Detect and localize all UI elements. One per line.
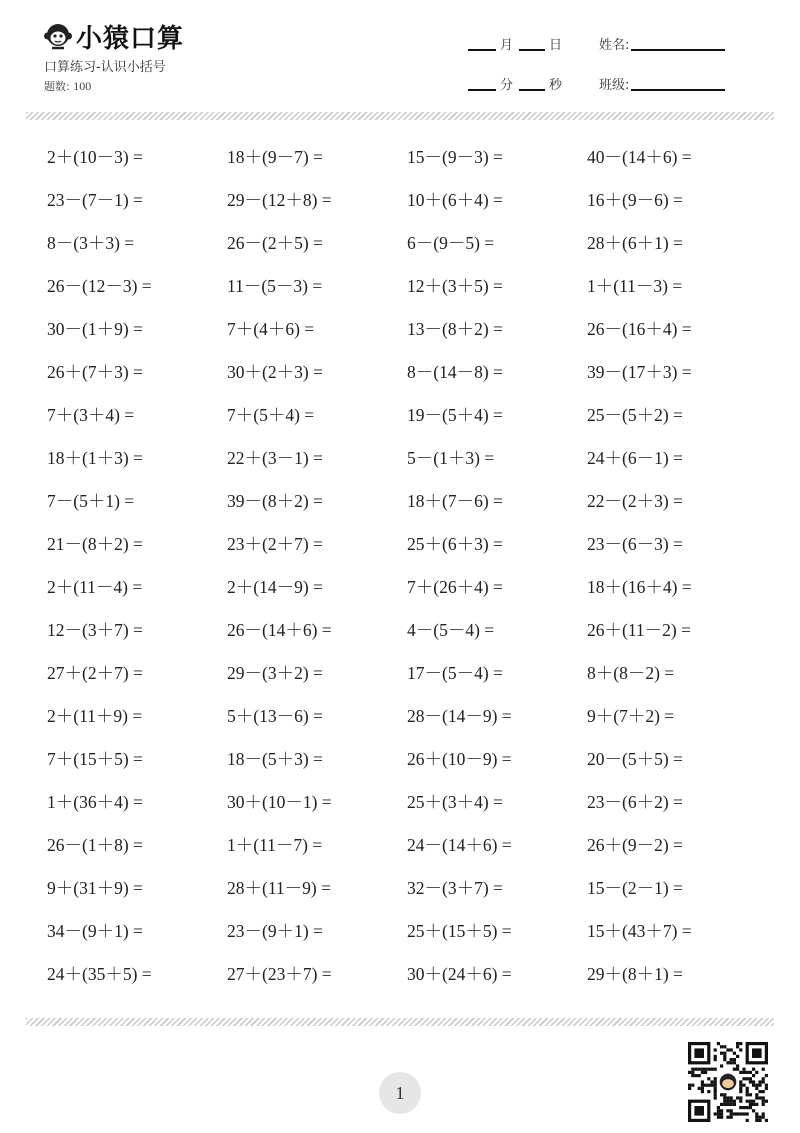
problem-item: 7＋(26＋4) = [407,577,503,597]
problem-item: 7＋(15＋5) = [47,749,143,769]
problem-item: 27＋(23＋7) = [227,964,332,984]
class-label: 班级: [599,78,630,93]
problem-row [0,144,800,187]
worksheet-subtitle: 口算练习-认识小括号 [44,60,166,75]
problem-item: 30＋(2＋3) = [227,362,323,382]
qr-code-icon [688,1042,768,1122]
problem-row [0,703,800,746]
problem-item: 25＋(15＋5) = [407,921,512,941]
day-label: 日 [549,38,563,53]
problem-item: 1＋(11－3) = [587,276,683,296]
problem-item: 18＋(1＋3) = [47,448,143,468]
second-blank[interactable] [519,89,545,91]
class-field[interactable] [599,74,729,93]
bottom-divider [26,1018,774,1026]
problem-item: 1＋(36＋4) = [47,792,143,812]
problem-item: 26＋(7＋3) = [47,362,143,382]
problem-row [0,230,800,273]
problem-item: 6－(9－5) = [407,233,495,253]
problem-row [0,617,800,660]
problem-row [0,359,800,402]
problem-item: 17－(5－4) = [407,663,503,683]
problem-item: 23－(9＋1) = [227,921,323,941]
problem-item: 8－(3＋3) = [47,233,135,253]
problem-item: 12＋(3＋5) = [407,276,503,296]
problem-item: 11－(5－3) = [227,276,323,296]
problem-item: 1＋(11－7) = [227,835,323,855]
minute-blank[interactable] [468,89,496,91]
minute-label: 分 [500,78,514,93]
problem-item: 25＋(3＋4) = [407,792,503,812]
problem-item: 25＋(6＋3) = [407,534,503,554]
problem-item: 23－(6＋2) = [587,792,683,812]
problem-item: 9＋(7＋2) = [587,706,675,726]
problem-item: 5＋(13－6) = [227,706,323,726]
problem-row [0,660,800,703]
name-blank[interactable] [631,49,725,51]
name-field[interactable] [599,34,729,53]
month-blank[interactable] [468,49,496,51]
problem-row [0,273,800,316]
problem-item: 12－(3＋7) = [47,620,143,640]
problem-row [0,746,800,789]
problem-item: 2＋(10－3) = [47,147,143,167]
problem-item: 27＋(2＋7) = [47,663,143,683]
problem-item: 23－(7－1) = [47,190,143,210]
problem-item: 26－(16＋4) = [587,319,692,339]
problem-item: 22＋(3－1) = [227,448,323,468]
problem-item: 16＋(9－6) = [587,190,683,210]
class-blank[interactable] [631,89,725,91]
time-field[interactable] [468,74,562,93]
problem-item: 18＋(9－7) = [227,147,323,167]
name-label: 姓名: [599,38,630,53]
problem-item: 2＋(11－4) = [47,577,143,597]
problem-item: 18＋(7－6) = [407,491,503,511]
problem-item: 30＋(10－1) = [227,792,332,812]
problem-row [0,918,800,961]
date-field[interactable] [468,34,562,53]
problem-item: 32－(3＋7) = [407,878,503,898]
problem-item: 25－(5＋2) = [587,405,683,425]
top-divider [26,112,774,120]
problem-row [0,488,800,531]
problem-grid [0,144,800,1004]
problem-item: 29＋(8＋1) = [587,964,683,984]
problem-item: 10＋(6＋4) = [407,190,503,210]
problem-row [0,875,800,918]
problem-item: 21－(8＋2) = [47,534,143,554]
problem-item: 39－(17＋3) = [587,362,692,382]
problem-item: 23－(6－3) = [587,534,683,554]
problem-item: 7－(5＋1) = [47,491,135,511]
problem-item: 18－(5＋3) = [227,749,323,769]
month-label: 月 [500,38,514,53]
problem-item: 8－(14－8) = [407,362,503,382]
problem-row [0,789,800,832]
problem-item: 26＋(11－2) = [587,620,692,640]
problem-item: 26－(14＋6) = [227,620,332,640]
problem-item: 13－(8＋2) = [407,319,503,339]
problem-item: 22－(2＋3) = [587,491,683,511]
problem-row [0,187,800,230]
problem-item: 30－(1＋9) = [47,319,143,339]
problem-row [0,531,800,574]
problem-item: 29－(3＋2) = [227,663,323,683]
problem-item: 26－(1＋8) = [47,835,143,855]
page-number: 1 [379,1072,421,1114]
problem-item: 40－(14＋6) = [587,147,692,167]
problem-row [0,445,800,488]
problem-item: 7＋(3＋4) = [47,405,135,425]
problem-item: 18＋(16＋4) = [587,577,692,597]
problem-item: 26＋(9－2) = [587,835,683,855]
brand-name: 小猿口算 [76,23,185,54]
problem-item: 34－(9＋1) = [47,921,143,941]
problem-item: 5－(1＋3) = [407,448,495,468]
problem-count-label: 题数: [44,80,74,93]
problem-item: 30＋(24＋6) = [407,964,512,984]
problem-count [44,78,91,94]
problem-row [0,832,800,875]
problem-item: 28－(14－9) = [407,706,512,726]
problem-count-value: 100 [73,79,92,93]
monkey-logo-icon [44,21,72,51]
problem-row [0,402,800,445]
brand-logo [44,18,184,54]
problem-item: 19－(5＋4) = [407,405,503,425]
problem-item: 2＋(11＋9) = [47,706,143,726]
problem-item: 15－(2－1) = [587,878,683,898]
problem-item: 9＋(31＋9) = [47,878,143,898]
problem-item: 7＋(5＋4) = [227,405,315,425]
problem-item: 4－(5－4) = [407,620,495,640]
problem-item: 15－(9－3) = [407,147,503,167]
second-label: 秒 [549,78,563,93]
problem-item: 15＋(43＋7) = [587,921,692,941]
problem-item: 20－(5＋5) = [587,749,683,769]
problem-item: 39－(8＋2) = [227,491,323,511]
problem-item: 28＋(11－9) = [227,878,332,898]
problem-item: 23＋(2＋7) = [227,534,323,554]
problem-item: 24＋(35＋5) = [47,964,152,984]
problem-item: 7＋(4＋6) = [227,319,315,339]
problem-item: 26－(2＋5) = [227,233,323,253]
problem-row [0,961,800,1004]
problem-row [0,574,800,617]
problem-item: 2＋(14－9) = [227,577,323,597]
problem-item: 26－(12－3) = [47,276,152,296]
problem-item: 28＋(6＋1) = [587,233,683,253]
day-blank[interactable] [519,49,545,51]
problem-item: 24－(14＋6) = [407,835,512,855]
problem-row [0,316,800,359]
problem-item: 8＋(8－2) = [587,663,675,683]
problem-item: 29－(12＋8) = [227,190,332,210]
problem-item: 26＋(10－9) = [407,749,512,769]
problem-item: 24＋(6－1) = [587,448,683,468]
